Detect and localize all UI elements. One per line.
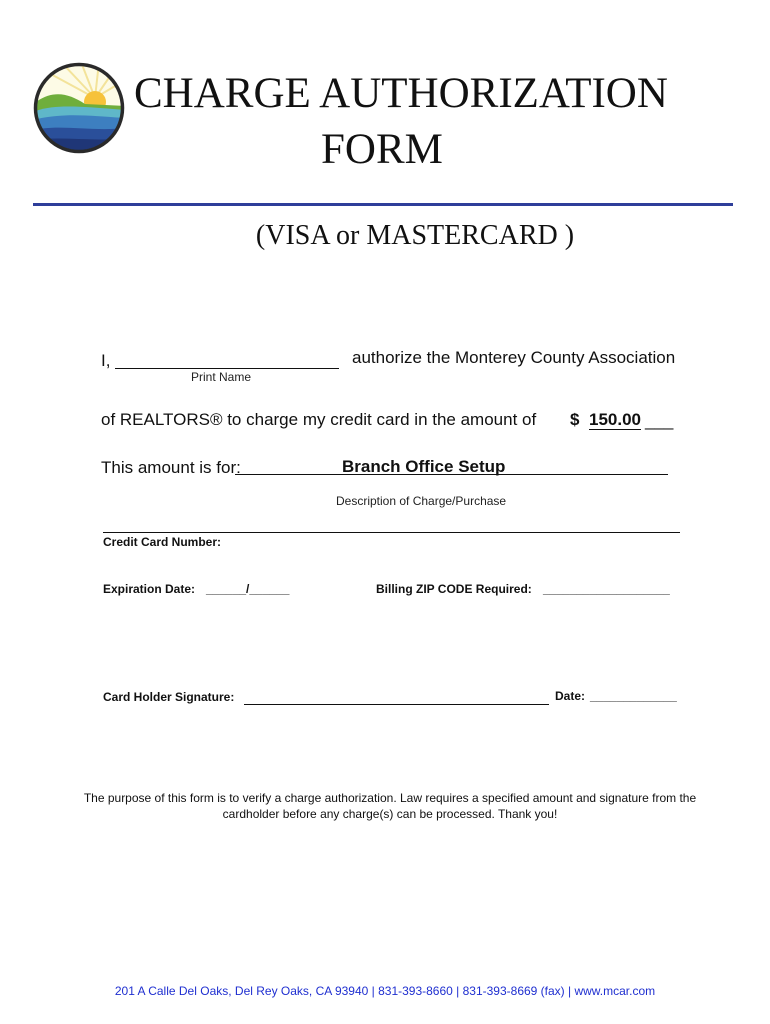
authorization-prefix: I,	[101, 351, 111, 370]
billing-zip-label: Billing ZIP CODE Required:	[376, 582, 532, 596]
form-title-line1: CHARGE AUTHORIZATION	[134, 70, 668, 117]
purpose-value: Branch Office Setup	[342, 457, 506, 476]
date-label: Date:	[555, 689, 586, 703]
logo-landscape-icon	[33, 62, 125, 154]
organization-logo	[33, 62, 125, 154]
print-name-field[interactable]	[115, 352, 339, 369]
credit-card-number-field[interactable]	[103, 520, 680, 533]
date-field[interactable]: _____________	[590, 689, 677, 703]
signature-label: Card Holder Signature:	[103, 690, 235, 704]
expiration-date-field[interactable]: ______/______	[206, 582, 290, 596]
form-title-line2: FORM	[321, 126, 443, 173]
authorization-statement: authorize the Monterey County Association	[352, 348, 676, 367]
credit-card-number-label: Credit Card Number:	[103, 535, 222, 549]
signature-field[interactable]	[244, 690, 549, 705]
purpose-caption: Description of Charge/Purchase	[336, 494, 507, 508]
charge-amount[interactable]: 150.00	[589, 410, 641, 429]
charge-statement: of REALTORS® to charge my credit card in the amount of	[101, 410, 537, 429]
form-notice	[40, 790, 740, 822]
purpose-label: This amount is for:	[101, 458, 241, 477]
billing-zip-field[interactable]: ___________________	[543, 582, 670, 596]
footer-contact: 201 A Calle Del Oaks, Del Rey Oaks, CA 93940 | 831-393-8660 | 831-393-8669 (fax) | www.mcar.com	[114, 984, 656, 998]
notice-line2: cardholder before any charge(s) can be processed. Thank you!	[222, 807, 558, 821]
notice-line1: The purpose of this form is to verify a charge authorization. Law requires a specified amount and signature from the	[83, 791, 697, 805]
card-type-subtitle: (VISA or MASTERCARD )	[255, 220, 575, 251]
expiration-date-label: Expiration Date:	[103, 582, 196, 596]
amount-trailing-blank: ___	[645, 411, 674, 430]
title-divider	[33, 203, 733, 206]
dollar-sign: $	[570, 410, 580, 429]
print-name-caption: Print Name	[191, 370, 252, 384]
